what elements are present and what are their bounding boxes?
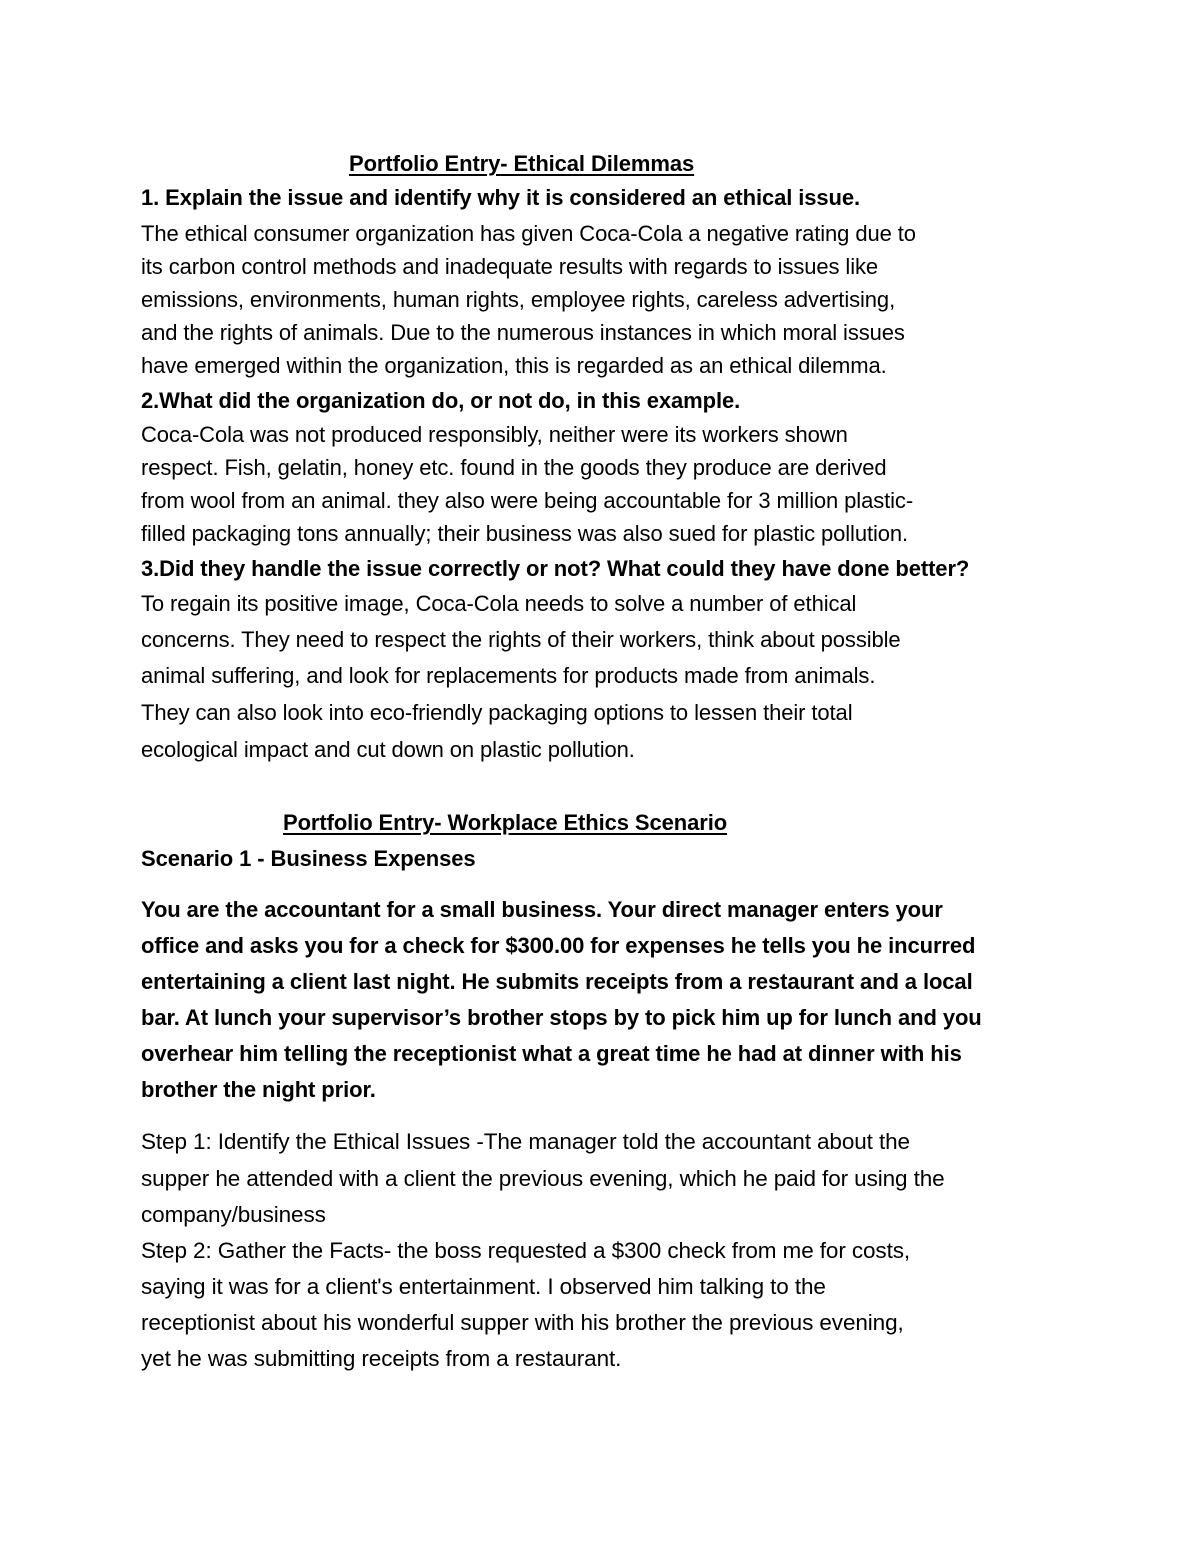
step-2-line: receptionist about his wonderful supper with his brother the previous evening,: [141, 1310, 904, 1335]
scenario-line: overhear him telling the receptionist what a great time he had at dinner with his: [141, 1041, 962, 1066]
scenario-line: entertaining a client last night. He submits receipts from a restaurant and a local: [141, 969, 973, 994]
answer-1-line: emissions, environments, human rights, employee rights, careless advertising,: [141, 287, 896, 312]
scenario-line: bar. At lunch your supervisor’s brother stops by to pick him up for lunch and you: [141, 1005, 982, 1030]
answer-3-line: concerns. They need to respect the rights of their workers, think about possible: [141, 627, 901, 652]
step-1-line: supper he attended with a client the previous evening, which he paid for using the: [141, 1166, 945, 1191]
answer-3-line: ecological impact and cut down on plastic pollution.: [141, 737, 635, 762]
scenario-line: brother the night prior.: [141, 1077, 376, 1102]
answer-2-line: filled packaging tons annually; their business was also sued for plastic pollution.: [141, 521, 909, 546]
step-1-line: company/business: [141, 1202, 326, 1227]
answer-3-line: They can also look into eco-friendly packaging options to lessen their total: [141, 700, 853, 725]
answer-2-line: respect. Fish, gelatin, honey etc. found in the goods they produce are derived: [141, 455, 887, 480]
step-1-line: Step 1: Identify the Ethical Issues -The manager told the accountant about the: [141, 1129, 910, 1154]
step-2-line: saying it was for a client's entertainment. I observed him talking to the: [141, 1274, 826, 1299]
scenario-heading: Scenario 1 - Business Expenses: [141, 846, 476, 871]
step-2-line: Step 2: Gather the Facts- the boss requested a $300 check from me for costs,: [141, 1238, 911, 1263]
answer-3-line: To regain its positive image, Coca-Cola needs to solve a number of ethical: [141, 591, 857, 616]
question-3: 3.Did they handle the issue correctly or not? What could they have done better?: [141, 556, 970, 581]
answer-1-line: its carbon control methods and inadequate results with regards to issues like: [141, 254, 879, 279]
answer-3-line: animal suffering, and look for replacements for products made from animals.: [141, 663, 876, 688]
answer-1-line: The ethical consumer organization has given Coca-Cola a negative rating due to: [141, 221, 916, 246]
question-2: 2.What did the organization do, or not do, in this example.: [141, 388, 741, 413]
scenario-line: office and asks you for a check for $300.00 for expenses he tells you he incurred: [141, 933, 976, 958]
answer-1-line: have emerged within the organization, this is regarded as an ethical dilemma.: [141, 353, 887, 378]
step-2-line: yet he was submitting receipts from a restaurant.: [141, 1346, 622, 1371]
answer-1-line: and the rights of animals. Due to the numerous instances in which moral issues: [141, 320, 905, 345]
scenario-line: You are the accountant for a small business. Your direct manager enters your: [141, 897, 943, 922]
answer-2-line: from wool from an animal. they also were being accountable for 3 million plastic-: [141, 488, 914, 513]
answer-2-line: Coca-Cola was not produced responsibly, neither were its workers shown: [141, 422, 848, 447]
question-1: 1. Explain the issue and identify why it is considered an ethical issue.: [141, 185, 861, 210]
section2-title: Portfolio Entry- Workplace Ethics Scenario: [283, 810, 728, 835]
section1-title: Portfolio Entry- Ethical Dilemmas: [349, 151, 695, 176]
